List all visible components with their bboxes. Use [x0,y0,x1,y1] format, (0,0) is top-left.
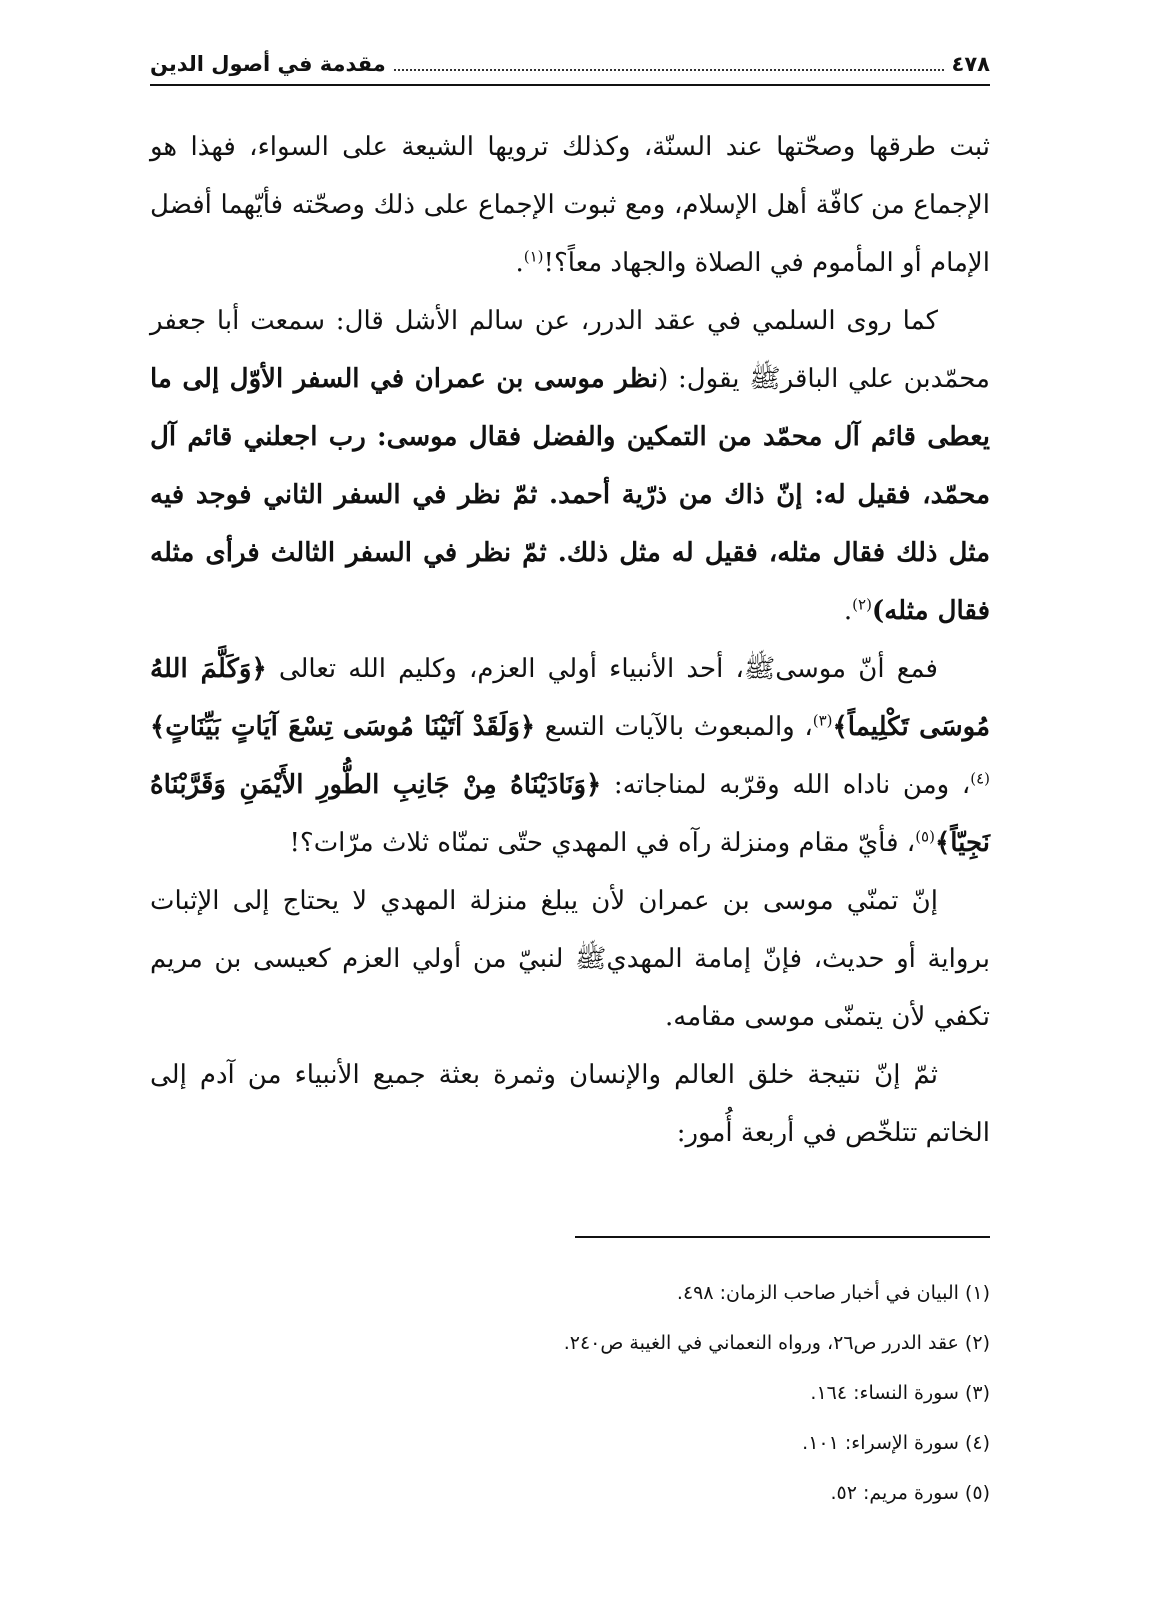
paragraph-2-intro: كما روى السلمي في عقد الدرر، عن سالم الأشل قال: سمعت أبا جعفر محمّدبن علي الباقر [150,306,990,394]
paragraph-2-end: . [843,596,853,626]
paragraph-4-part-a: إنّ تمنّي موسى بن عمران لأن يبلغ منزلة المهدي لا يحتاج إلى الإثبات برواية أو حديث، فإنّ إمامة المهدي [150,886,990,974]
paragraph-5-text: ثمّ إنّ نتيجة خلق العالم والإنسان وثمرة بعثة جميع الأنبياء من آدم إلى الخاتم تتلخّص في أربعة أُمور: [150,1060,990,1148]
paragraph-1-text: ثبت طرقها وصحّتها عند السنّة، وكذلك ترويها الشيعة على السواء، فهذا هو الإجماع من كافّة أهل الإسلام، ومع ثبوت الإجماع على ذلك وصحّته فأيّهما أفضل الإمام أو المأموم في الصلاة والجهاد معاً؟! [150,132,990,278]
paragraph-2 [150,292,990,640]
footnote-2: (٢) عقد الدرر ص٢٦، ورواه النعماني في الغيبة ص٢٤٠. [563,1332,990,1354]
book-title: مقدمة في أصول الدين [150,52,386,76]
header-leader-dots [394,69,944,71]
footnote-ref-2: (٢) [852,595,872,614]
paragraph-1-end: . [515,248,524,278]
paragraph-3-part-c: ، والمبعوث بالآيات التسع [535,712,813,742]
footnote-ref-4: (٤) [970,769,991,788]
honorific-glyph: ﷺ [743,654,776,684]
paragraph-3-part-e: ، فأيّ مقام ومنزلة رآه في المهدي حتّى تمنّاه ثلاث مرّات؟! [289,828,916,858]
paragraph-3-part-b: ، أحد الأنبياء أولي العزم، وكليم الله تعالى [266,654,744,684]
honorific-glyph: ﷺ [749,364,781,394]
footnote-1: (١) البيان في أخبار صاحب الزمان: ٤٩٨. [676,1282,990,1304]
footnote-separator [575,1236,990,1238]
paragraph-3-part-d: ، ومن ناداه الله وقرّبه لمناجاته: [601,770,971,800]
paragraph-4-part-b: لنبيّ من أولي العزم كعيسى بن مريم تكفي لأن يتمنّى موسى مقامه. [150,944,990,1032]
footnote-ref-5: (٥) [915,827,935,846]
paragraph-3-part-a: فمع أنّ موسى [775,654,938,684]
hadith-quote: نظر موسى بن عمران في السفر الأوّل إلى ما يعطى قائم آل محمّد من التمكين والفضل فقال موسى: رب اجعلني قائم آل محمّد، فقيل له: إنّ ذاك من ذرّية أحمد. ثمّ نظر في السفر الثاني فوجد فيه مثل ذلك فقال مثله، فقيل له مثل ذلك. ثمّ نظر في السفر الثالث فرأى مثله فقال مثله [150,364,990,626]
paragraph-3 [150,640,990,872]
footnote-3: (٣) سورة النساء: ١٦٤. [810,1382,990,1404]
hadith-close: ) [871,596,885,626]
footnote-ref-3: (٣) [812,711,833,730]
paragraph-1 [150,118,990,292]
footnote-ref-1: (١) [523,247,544,266]
paragraph-5 [150,1046,990,1162]
quran-verse-3: ﴿وَنَادَيْنَاهُ مِنْ جَانِبِ الطُّورِ الأَيْمَنِ وَقَرَّبْنَاهُ نَجِيّاً﴾ [150,770,990,858]
footnotes [150,1268,990,1518]
footnote-4: (٤) سورة الإسراء: ١٠١. [802,1432,990,1454]
quran-verse-2: ﴿وَلَقَدْ آتَيْنَا مُوسَى تِسْعَ آيَاتٍ بَيِّنَاتٍ﴾ [150,712,536,742]
paragraph-4 [150,872,990,1046]
main-text [150,118,990,1162]
paragraph-2-says: يقول: ( [658,364,750,394]
running-header [150,44,990,86]
quran-verse-1: ﴿وَكَلَّمَ اللهُ مُوسَى تَكْلِيماً﴾ [150,654,990,742]
footnote-5: (٥) سورة مريم: ٥٢. [830,1482,990,1504]
honorific-glyph: ﷺ [574,944,607,974]
page-number: ٤٧٨ [951,52,990,76]
